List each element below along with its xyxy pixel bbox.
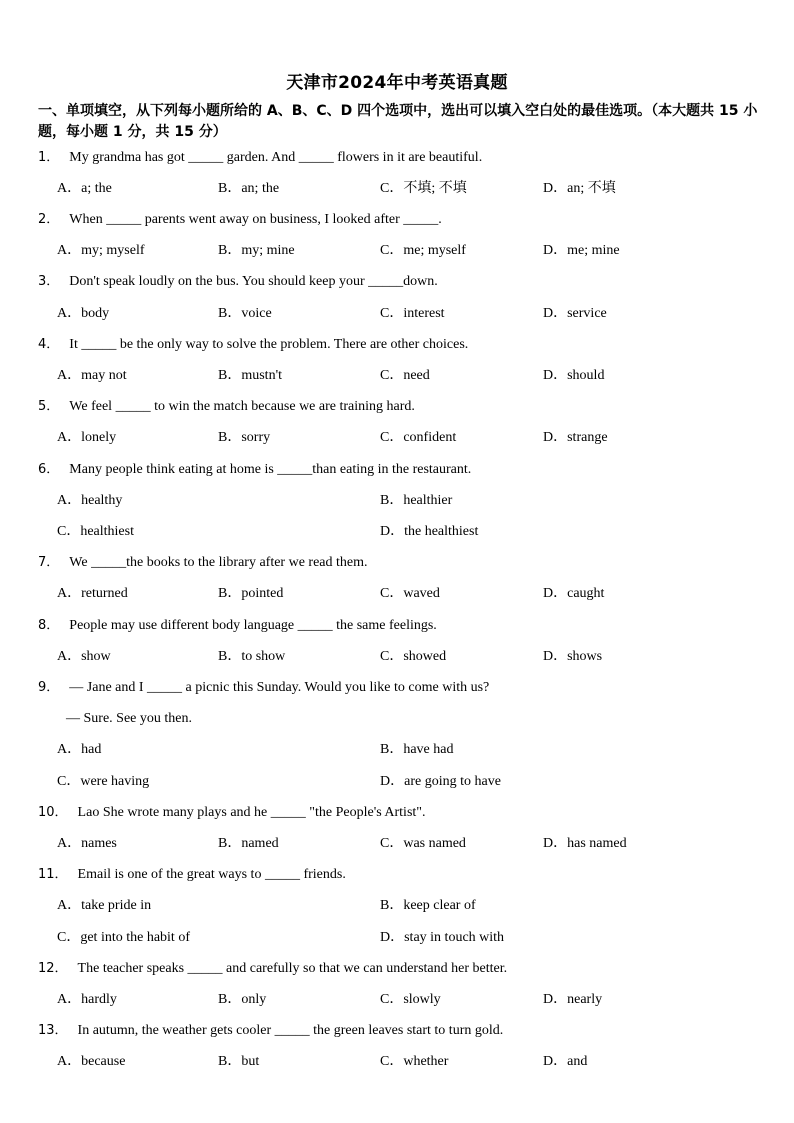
question-text: — Jane and I _____ a picnic this Sunday. Would you like to come with us? xyxy=(69,680,490,695)
dialogue-reply: — Sure. See you then. xyxy=(66,711,192,726)
question-text: Many people think eating at home is _____than eating in the restaurant. xyxy=(69,462,472,477)
option-d[interactable]: D．nearly xyxy=(543,992,603,1007)
question-number: 2． xyxy=(38,212,60,227)
question-text: The teacher speaks _____ and carefully so that we can understand her better. xyxy=(77,961,508,976)
question-11 xyxy=(38,866,346,884)
option-b[interactable]: B．healthier xyxy=(380,493,453,508)
question-number: 9． xyxy=(38,680,60,695)
question-text: Lao She wrote many plays and he _____ "the People's Artist". xyxy=(77,805,426,820)
question-6 xyxy=(38,461,471,479)
question-10 xyxy=(38,804,426,822)
question-text: When _____ parents went away on business, I looked after _____. xyxy=(69,212,442,227)
question-3 xyxy=(38,273,438,291)
option-c[interactable]: C．need xyxy=(380,368,430,383)
option-a[interactable]: A．body xyxy=(57,306,110,321)
option-c[interactable]: C．waved xyxy=(380,586,440,601)
question-text: My grandma has got _____ garden. And _____ flowers in it are beautiful. xyxy=(69,150,483,165)
question-2 xyxy=(38,211,442,229)
question-number: 4． xyxy=(38,337,60,352)
question-text: Don't speak loudly on the bus. You should keep your _____down. xyxy=(69,274,438,289)
question-12 xyxy=(38,960,507,978)
option-b[interactable]: B．sorry xyxy=(218,430,271,445)
section-heading: 一、单项填空，从下列每小题所给的 A、B、C、D 四个选项中，选出可以填入空白处的最佳选项。（本大题共 15 小题，每小题 1 分，共 15 分） xyxy=(38,103,758,140)
option-c[interactable]: C．get into the habit of xyxy=(57,930,190,945)
option-b[interactable]: B．mustn't xyxy=(218,368,282,383)
question-number: 1． xyxy=(38,150,60,165)
question-9 xyxy=(38,679,489,697)
option-d[interactable]: D．stay in touch with xyxy=(380,930,505,945)
option-a[interactable]: A．returned xyxy=(57,586,128,601)
question-8 xyxy=(38,617,437,635)
option-b[interactable]: B．but xyxy=(218,1054,260,1069)
option-a[interactable]: A．show xyxy=(57,649,111,664)
question-5 xyxy=(38,398,415,416)
question-text: People may use different body language _____ the same feelings. xyxy=(69,618,437,633)
option-d[interactable]: D．shows xyxy=(543,649,603,664)
option-c[interactable]: C．were having xyxy=(57,774,150,789)
option-a[interactable]: A．lonely xyxy=(57,430,117,445)
option-d[interactable]: D．has named xyxy=(543,836,627,851)
option-d[interactable]: D．strange xyxy=(543,430,608,445)
page-title: 天津市2024年中考英语真题 xyxy=(286,73,508,93)
option-a[interactable]: A．my; myself xyxy=(57,243,145,258)
option-a[interactable]: A．names xyxy=(57,836,117,851)
question-text: Email is one of the great ways to _____ friends. xyxy=(77,867,346,882)
question-number: 8． xyxy=(38,618,60,633)
option-b[interactable]: B．my; mine xyxy=(218,243,295,258)
option-d[interactable]: D．are going to have xyxy=(380,774,501,789)
option-d[interactable]: D．should xyxy=(543,368,605,383)
option-b[interactable]: B．have had xyxy=(380,742,454,757)
question-4 xyxy=(38,336,468,354)
question-text: We _____the books to the library after we read them. xyxy=(69,555,368,570)
option-a[interactable]: A．hardly xyxy=(57,992,117,1007)
option-d[interactable]: D．the healthiest xyxy=(380,524,479,539)
question-1 xyxy=(38,149,482,167)
option-d[interactable]: D．me; mine xyxy=(543,243,620,258)
option-c[interactable]: C．whether xyxy=(380,1054,449,1069)
option-c[interactable]: C．healthiest xyxy=(57,524,134,539)
option-c[interactable]: C．不填; 不填 xyxy=(380,181,467,196)
option-a[interactable]: A．a; the xyxy=(57,181,112,196)
question-text: It _____ be the only way to solve the problem. There are other choices. xyxy=(69,337,469,352)
question-number: 10． xyxy=(38,805,68,820)
option-b[interactable]: B．keep clear of xyxy=(380,898,476,913)
question-7 xyxy=(38,554,368,572)
option-a[interactable]: A．take pride in xyxy=(57,898,152,913)
question-number: 7． xyxy=(38,555,60,570)
option-b[interactable]: B．to show xyxy=(218,649,286,664)
question-number: 6． xyxy=(38,462,60,477)
option-b[interactable]: B．voice xyxy=(218,306,272,321)
option-d[interactable]: D．caught xyxy=(543,586,605,601)
option-c[interactable]: C．confident xyxy=(380,430,457,445)
question-13 xyxy=(38,1022,503,1040)
question-number: 12． xyxy=(38,961,68,976)
option-d[interactable]: D．and xyxy=(543,1054,588,1069)
option-b[interactable]: B．only xyxy=(218,992,267,1007)
option-a[interactable]: A．may not xyxy=(57,368,127,383)
option-d[interactable]: D．service xyxy=(543,306,607,321)
option-c[interactable]: C．was named xyxy=(380,836,466,851)
option-a[interactable]: A．healthy xyxy=(57,493,123,508)
option-c[interactable]: C．showed xyxy=(380,649,447,664)
option-d[interactable]: D．an; 不填 xyxy=(543,181,616,196)
option-c[interactable]: C．slowly xyxy=(380,992,441,1007)
question-text: We feel _____ to win the match because we are training hard. xyxy=(69,399,415,414)
option-a[interactable]: A．because xyxy=(57,1054,126,1069)
question-number: 11． xyxy=(38,867,68,882)
question-text: In autumn, the weather gets cooler _____ the green leaves start to turn gold. xyxy=(77,1023,504,1038)
option-b[interactable]: B．an; the xyxy=(218,181,280,196)
question-number: 3． xyxy=(38,274,60,289)
question-number: 13． xyxy=(38,1023,68,1038)
option-c[interactable]: C．interest xyxy=(380,306,445,321)
question-number: 5． xyxy=(38,399,60,414)
option-b[interactable]: B．named xyxy=(218,836,279,851)
option-c[interactable]: C．me; myself xyxy=(380,243,466,258)
option-b[interactable]: B．pointed xyxy=(218,586,284,601)
option-a[interactable]: A．had xyxy=(57,742,102,757)
